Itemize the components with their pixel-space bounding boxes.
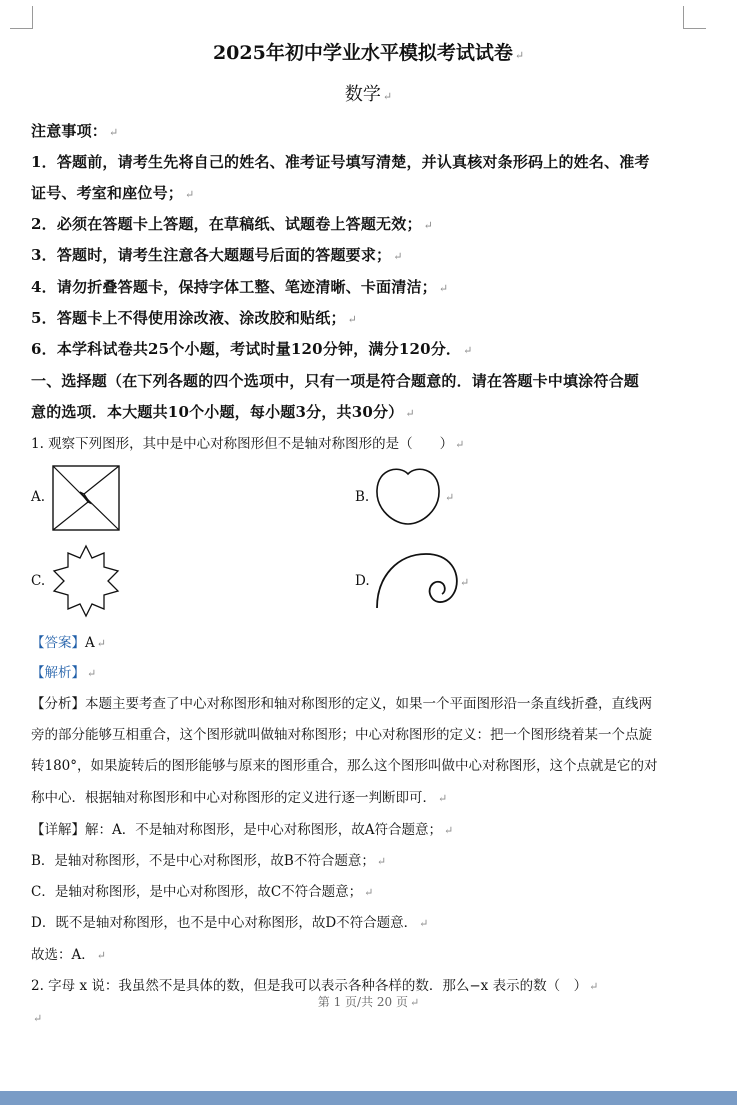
notice-item: 4．请勿折叠答题卡，保持字体工整、笔迹清晰、卡面清洁； ↵: [31, 278, 449, 296]
question-1-stem: 1. 观察下列图形，其中是中心对称图形但不是轴对称图形的是（ ） ↵: [31, 436, 465, 452]
notice-heading: 注意事项： ↵: [31, 122, 119, 140]
option-a-label: A.: [31, 489, 46, 505]
section-heading-continued: 意的选项．本大题共10个小题，每小题3分，共30分） ↵: [31, 403, 415, 421]
page-footer: 第 1 页/共 20 页 ↵: [317, 995, 420, 1009]
analysis-text: 称中心．根据轴对称图形和中心对称图形的定义进行逐一判断即可． ↵: [31, 790, 448, 806]
option-b-label: B.: [355, 489, 370, 505]
notice-item: 5．答题卡上不得使用涂改液、涂改胶和贴纸； ↵: [31, 309, 358, 327]
square-pinwheel-figure: [52, 465, 120, 531]
detail-text: C．是轴对称图形，是中心对称图形，故C不符合题意； ↵: [31, 884, 374, 900]
detail-text: 【详解】解：A．不是轴对称图形，是中心对称图形，故A符合题意； ↵: [31, 822, 454, 838]
answer-line: 【答案】A ↵: [31, 635, 106, 651]
detail-text: D．既不是轴对称图形，也不是中心对称图形，故D不符合题意． ↵: [31, 915, 429, 931]
heart-shape-figure: [372, 466, 444, 528]
section-heading: 一、选择题（在下列各题的四个选项中，只有一项是符合题意的．请在答题卡中填涂符合题: [31, 372, 640, 390]
paragraph-mark: ↵: [33, 1012, 43, 1025]
option-c-label: C.: [31, 573, 46, 589]
analysis-tag: 【解析】 ↵: [31, 665, 97, 681]
window-bottom-bar: [0, 1091, 737, 1105]
conclusion-text: 故选：A． ↵: [31, 947, 106, 963]
document-subtitle: 数学 ↵: [344, 84, 393, 105]
paragraph-mark: ↵: [460, 576, 470, 589]
notice-item: 1．答题前，请考生先将自己的姓名、准考证号填写清楚，并认真核对条形码上的姓名、准考: [31, 153, 650, 171]
paragraph-mark: ↵: [445, 491, 455, 504]
analysis-text: 转180°，如果旋转后的图形能够与原来的图形重合，那么这个图形叫做中心对称图形，这个点就是它的对: [31, 758, 658, 774]
notice-item: 2．必须在答题卡上答题，在草稿纸、试题卷上答题无效； ↵: [31, 215, 434, 233]
page-corner-mark-top-right: [683, 6, 706, 29]
question-2-stem: 2. 字母 x 说：我虽然不是具体的数，但是我可以表示各种各样的数．那么−x 表示的数（ ） ↵: [31, 978, 599, 994]
option-d-label: D.: [355, 573, 370, 589]
analysis-text: 旁的部分能够互相重合，这个图形就叫做轴对称图形；中心对称图形的定义：把一个图形绕着某一个点旋: [31, 727, 652, 743]
detail-text: B．是轴对称图形，不是中心对称图形，故B不符合题意； ↵: [31, 853, 387, 869]
spiral-figure: [370, 550, 464, 612]
notice-item: 6．本学科试卷共25个小题，考试时量120分钟，满分120分． ↵: [31, 340, 473, 358]
analysis-text: 【分析】本题主要考查了中心对称图形和轴对称图形的定义，如果一个平面图形沿一条直线折叠，直线两: [31, 696, 652, 712]
document-title: 2025年初中学业水平模拟考试试卷 ↵: [212, 42, 525, 64]
page-corner-mark-top-left: [10, 6, 33, 29]
notice-item: 3．答题时，请考生注意各大题题号后面的答题要求； ↵: [31, 246, 403, 264]
koch-snowflake-figure: [48, 543, 124, 619]
notice-item: 证号、考室和座位号； ↵: [31, 184, 195, 202]
